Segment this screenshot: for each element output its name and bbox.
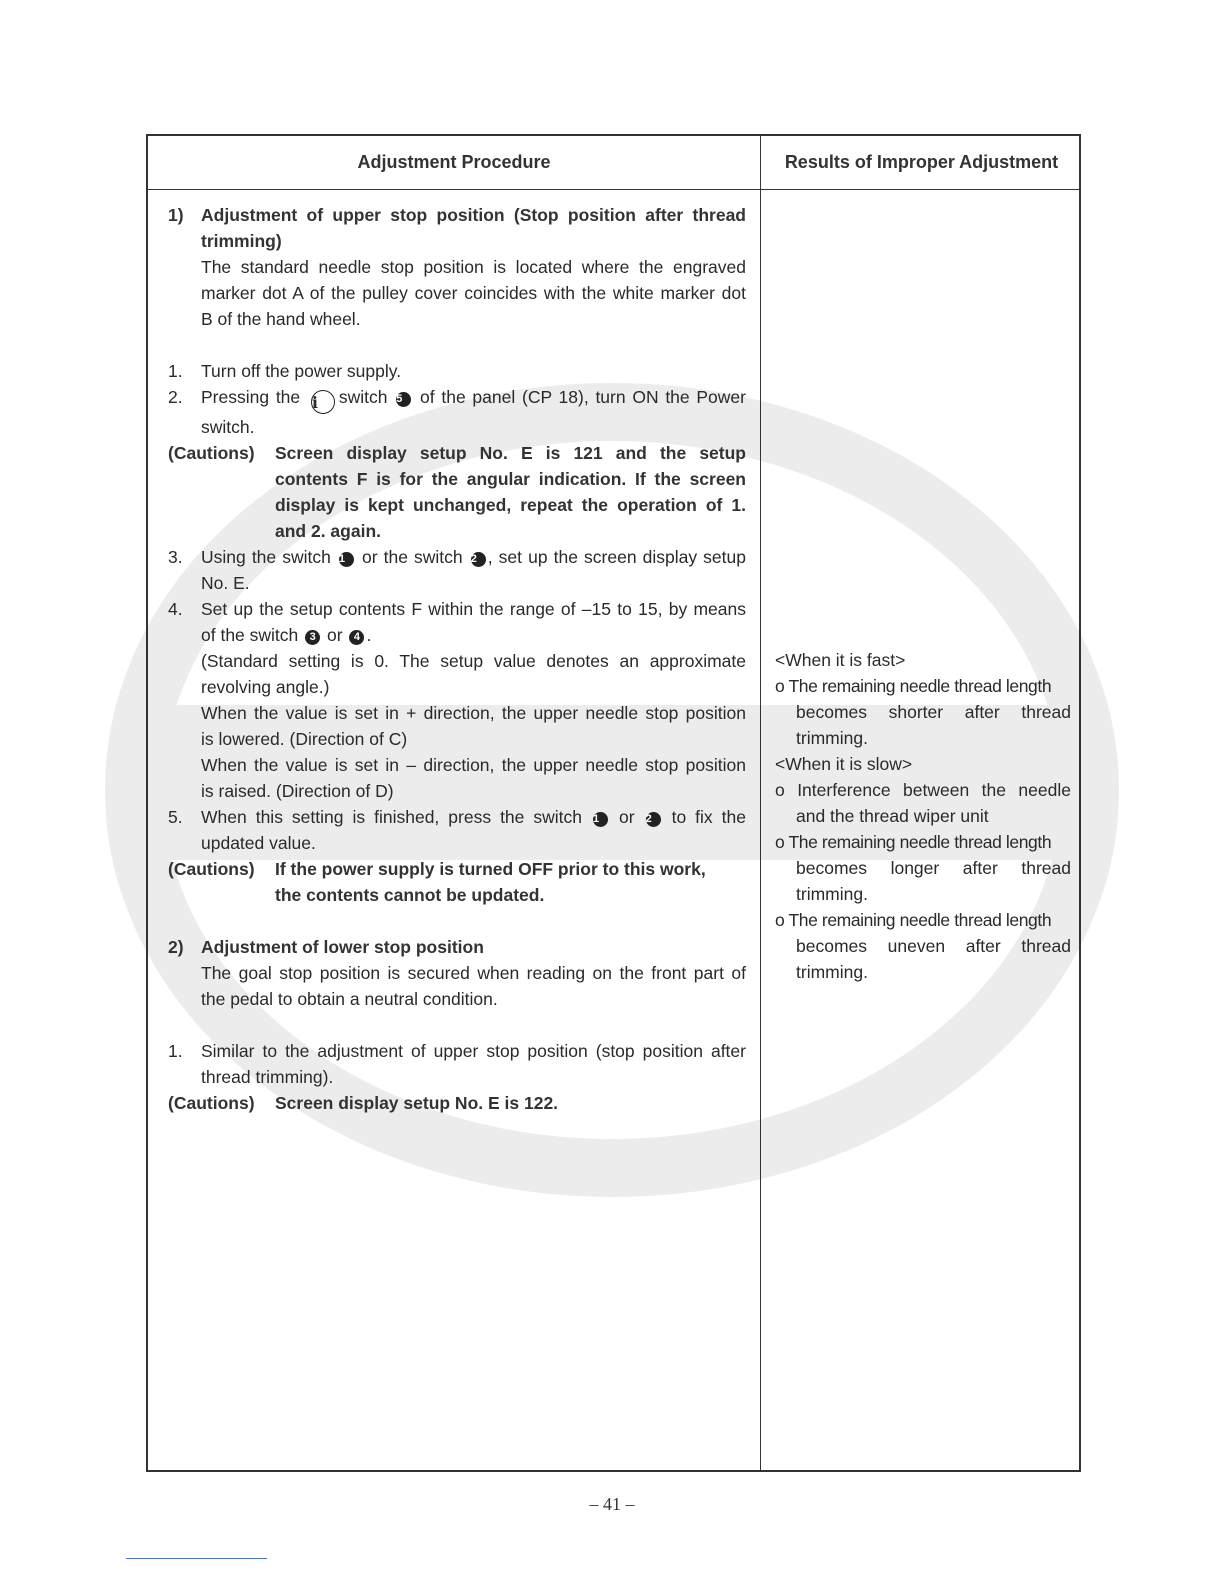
section-1-title: 1) Adjustment of upper stop position (Stop position after thread: [168, 205, 746, 225]
results-slow-item: o The remaining needle thread length: [775, 832, 1052, 852]
step-4-switches: of the switch 3 or 4 .: [201, 625, 372, 645]
results-fast-item: o The remaining needle thread length: [775, 676, 1052, 696]
results-slow-item: trimming.: [796, 962, 868, 982]
results-slow-item: o Interference between the needle: [775, 780, 1071, 800]
switch-2-icon: 2: [471, 552, 486, 567]
results-slow-item: becomes longer after thread: [796, 858, 1071, 878]
lower-step-1: 1. Similar to the adjustment of upper stop position (stop position after: [168, 1041, 746, 1061]
section-2-para: The goal stop position is secured when reading on the front part of: [201, 963, 746, 983]
results-slow-item: and the thread wiper unit: [796, 806, 989, 826]
results-slow-item: o The remaining needle thread length: [775, 910, 1052, 930]
results-fast-item: trimming.: [796, 728, 868, 748]
results-slow-item: becomes uneven after thread: [796, 936, 1071, 956]
section-1-para: The standard needle stop position is located where the engraved: [201, 257, 746, 277]
results-slow-label: <When it is slow>: [775, 754, 913, 774]
step-5: 5. When this setting is finished, press the switch 1 or 2 to fix the: [168, 807, 746, 827]
results-column: [775, 647, 1071, 985]
results-fast-item: becomes shorter after thread: [796, 702, 1071, 722]
results-slow-item: trimming.: [796, 884, 868, 904]
step-5-cont: updated value.: [201, 833, 316, 853]
procedure-column: [168, 202, 746, 1116]
switch-4-icon: 4: [349, 630, 364, 645]
step-3: 3. Using the switch 1 or the switch 2 , set up the screen display setup: [168, 547, 746, 567]
header-results: Results of Improper Adjustment: [784, 152, 1059, 172]
switch-5-icon: 5: [396, 392, 411, 407]
step-2-cont: switch.: [201, 417, 255, 437]
step-4-note: (Standard setting is 0. The setup value denotes an approximate: [201, 651, 746, 671]
step-4: 4. Set up the setup contents F within the range of –15 to 15, by means: [168, 599, 746, 619]
step-4-minus: is raised. (Direction of D): [201, 781, 394, 801]
lower-step-1-cont: thread trimming).: [201, 1067, 334, 1087]
section-1-title-cont: trimming): [201, 231, 282, 251]
page-number: – 41 –: [589, 1494, 635, 1514]
switch-2-icon: 2: [646, 812, 661, 827]
section-2-title: 2) Adjustment of lower stop position: [168, 937, 484, 957]
spacer: [168, 332, 746, 358]
adjustment-table: [146, 134, 1081, 1472]
switch-3-icon: 3: [305, 630, 320, 645]
info-switch-icon: i: [311, 390, 335, 414]
step-4-note: revolving angle.): [201, 677, 330, 697]
caution-1: (Cautions) Screen display setup No. E is 121 and the setup contents F is for the angular indication. If the screen display is kept unchanged, repeat the operation of 1. and 2. again.: [168, 443, 746, 541]
switch-1-icon: 1: [593, 812, 608, 827]
switch-1-icon: 1: [339, 552, 354, 567]
section-1-para: marker dot A of the pulley cover coincides with the white marker dot: [201, 283, 746, 303]
section-2-para: the pedal to obtain a neutral condition.: [201, 989, 498, 1009]
table-header-row: [148, 136, 1079, 190]
caution-3: (Cautions) Screen display setup No. E is 122.: [168, 1093, 559, 1113]
step-1: 1. Turn off the power supply.: [168, 361, 402, 381]
results-fast-label: <When it is fast>: [775, 650, 906, 670]
column-divider: [760, 136, 761, 1470]
step-2: 2. Pressing the i switch 5 of the panel (CP 18), turn ON the Power: [168, 387, 746, 412]
spacer: [168, 908, 746, 934]
step-4-plus: is lowered. (Direction of C): [201, 729, 408, 749]
step-4-plus: When the value is set in + direction, the upper needle stop position: [201, 703, 746, 723]
footer-rule: [126, 1558, 267, 1559]
caution-2: (Cautions) If the power supply is turned OFF prior to this work, the contents cannot be updated.: [168, 859, 706, 905]
step-3-cont: No. E.: [201, 573, 250, 593]
step-4-minus: When the value is set in – direction, the upper needle stop position: [201, 755, 746, 775]
section-1-para: B of the hand wheel.: [201, 309, 361, 329]
header-adjustment-procedure: Adjustment Procedure: [357, 152, 551, 172]
spacer: [168, 1012, 746, 1038]
